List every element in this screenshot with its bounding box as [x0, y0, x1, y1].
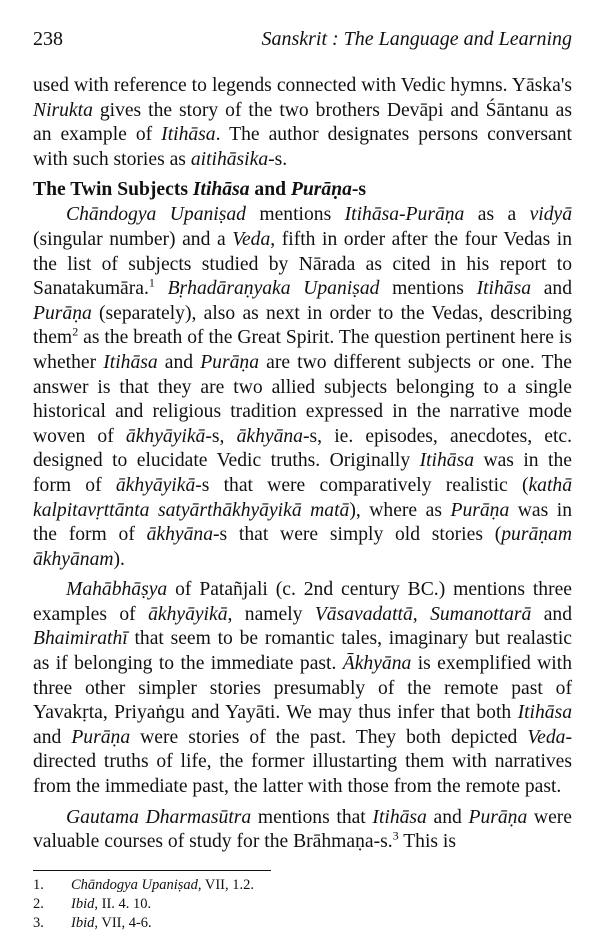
text: were valuable courses of study for the Brāhmaṇa-s.	[33, 806, 572, 853]
text: and	[249, 179, 291, 201]
text-italic: ākhyāyikā	[115, 474, 196, 496]
text-italic: kathā kalpitavṛttānta satyārthākhyāyikā matā	[33, 474, 573, 521]
text-italic: Itihāsa	[419, 450, 475, 472]
text-italic: Itihāsa-Purāṇa	[344, 204, 465, 226]
text: as the breath of the Great Spirit. The question pertinent here is whether	[33, 327, 572, 373]
text	[155, 278, 168, 299]
text-italic: Purāṇa	[468, 806, 528, 828]
text-italic: Bṛhadāraṇyaka Upaniṣad	[167, 278, 380, 300]
text: that seem to be romantic tales, imaginary but realastic as if belonging to the immediate past.	[33, 628, 572, 675]
footnote-ref-1: 1	[148, 275, 155, 290]
text-italic: Itihāsa	[161, 124, 216, 146]
page-header	[33, 28, 572, 60]
text: and	[157, 351, 201, 373]
text-italic: Bhaimirathī	[33, 628, 128, 650]
text: is exemplified with three other simpler stories presumably of the remote past of Yavakṛta, Priyaṅgu and Yayāti. We may thus infer that both	[33, 653, 572, 724]
footnote-ref-2: 2	[72, 324, 79, 339]
footnote-1	[33, 876, 254, 895]
text: The Twin Subjects	[33, 179, 193, 201]
text: , fifth in order after the four Vedas in the list of subjects studied by Nārada as cited in his report to Sanatakumāra.	[33, 228, 572, 300]
text-italic: Veda	[232, 228, 271, 250]
footnotes	[33, 876, 254, 933]
text: mentions	[379, 278, 477, 300]
text: -s that were comparatively realistic (	[195, 474, 529, 496]
footnote-3	[33, 914, 254, 933]
footnote-number: 1.	[33, 877, 44, 893]
text: (singular number) and a	[33, 228, 233, 250]
footnote-ref-title: Ibid	[71, 915, 95, 931]
text-italic: Purāṇa	[33, 302, 92, 324]
paragraph-1	[33, 74, 572, 172]
footnote-number: 3.	[33, 915, 44, 931]
text-italic: Veda	[527, 726, 566, 748]
text: of Patañjali (c. 2nd century BC.) mentions three examples of	[33, 579, 572, 625]
text: used with reference to legends connected with Vedic hymns. Yāska's	[33, 75, 572, 96]
text: -directed truths of life, the former illustarting them with narratives from the immediate past, the latter with those from the remote past.	[33, 726, 572, 798]
footnote-2	[33, 895, 254, 914]
text: gives the story of the two brothers Devāpi and Śāntanu as an example of	[33, 99, 572, 146]
paragraph-2	[33, 203, 572, 572]
text-italic: Purāṇa	[450, 499, 510, 521]
section-heading	[33, 177, 572, 203]
text: This is	[398, 831, 457, 853]
paragraph-4	[33, 806, 572, 855]
text: was in the form of	[33, 450, 572, 496]
text: and	[531, 278, 572, 300]
text-italic: Nirukta	[33, 99, 93, 121]
text-italic: Purāṇa	[290, 179, 352, 201]
text: -s, ie. episodes, anecdotes, etc. designed to elucidate Vedic truths. Originally	[33, 425, 573, 472]
text: as a	[464, 204, 530, 226]
footnote-text: , VII, 4-6.	[94, 915, 152, 931]
text: -s	[351, 179, 367, 201]
footnote-number: 2.	[33, 896, 44, 912]
text-italic: ākhyāna	[146, 524, 214, 546]
text: and	[426, 806, 469, 828]
text: , namely	[227, 603, 315, 625]
footnote-ref-3: 3	[392, 828, 399, 843]
text-italic: Mahābhāṣya	[66, 579, 168, 601]
text-italic: Itihāsa	[192, 179, 250, 201]
text-italic: Itihāsa	[517, 702, 572, 724]
text-italic: Gautama Dharmasūtra	[66, 806, 252, 828]
footnote-divider	[33, 870, 271, 871]
text-italic: ākhyāna	[236, 425, 303, 447]
text-italic: Purāṇa	[71, 726, 131, 748]
text-italic: Chāndogya Upaniṣad	[66, 204, 246, 226]
text-italic: ākhyāyikā	[125, 425, 206, 447]
text-italic: Itihāsa	[476, 278, 532, 300]
text: . The author designates persons conversant with such stories as	[33, 124, 572, 170]
text: ), where as	[349, 499, 451, 521]
text-italic: Itihāsa	[103, 351, 158, 373]
footnote-ref-title: Ibid	[71, 896, 95, 912]
text-italic: purāṇam ākhyānam	[33, 524, 572, 570]
text: -s that were simply old stories (	[213, 524, 502, 546]
footnote-ref-title: Chāndogya Upaniṣad	[71, 877, 198, 893]
text: and	[33, 726, 72, 748]
text: -s,	[205, 425, 237, 447]
text-italic: aitihāsika	[190, 148, 269, 170]
text: mentions	[245, 204, 345, 226]
text-italic: vidyā	[529, 204, 573, 226]
text: ).	[113, 548, 125, 570]
page-number: 238	[33, 28, 63, 50]
paragraph-3	[33, 578, 572, 799]
running-title: Sanskrit : The Language and Learning	[261, 28, 572, 50]
text-italic: Vāsavadattā	[314, 603, 413, 625]
text-italic: Sumanottarā	[430, 603, 532, 625]
text: and	[531, 603, 572, 625]
text-italic: Ākhyāna	[342, 653, 412, 675]
text-italic: ākhyāyikā	[148, 603, 228, 625]
text-italic: Purāṇa	[200, 351, 259, 373]
text-italic: Itihāsa	[372, 806, 427, 828]
text: was in the form of	[33, 499, 573, 546]
text: ,	[412, 603, 431, 625]
text: were stories of the past. They both depicted	[130, 726, 528, 748]
text: -s.	[268, 148, 288, 170]
text: are two different subjects or one. The answer is that they are two allied subjects belonging to a single historical and religious tradition expressed in the narrative mode woven of	[33, 351, 573, 447]
text: (separately), also as next in order to the Vedas, describing them	[33, 302, 572, 349]
page-body	[33, 74, 572, 855]
footnote-text: , VII, 1.2.	[197, 877, 254, 893]
footnote-text: , II. 4. 10.	[94, 896, 152, 912]
text: mentions that	[251, 806, 373, 828]
